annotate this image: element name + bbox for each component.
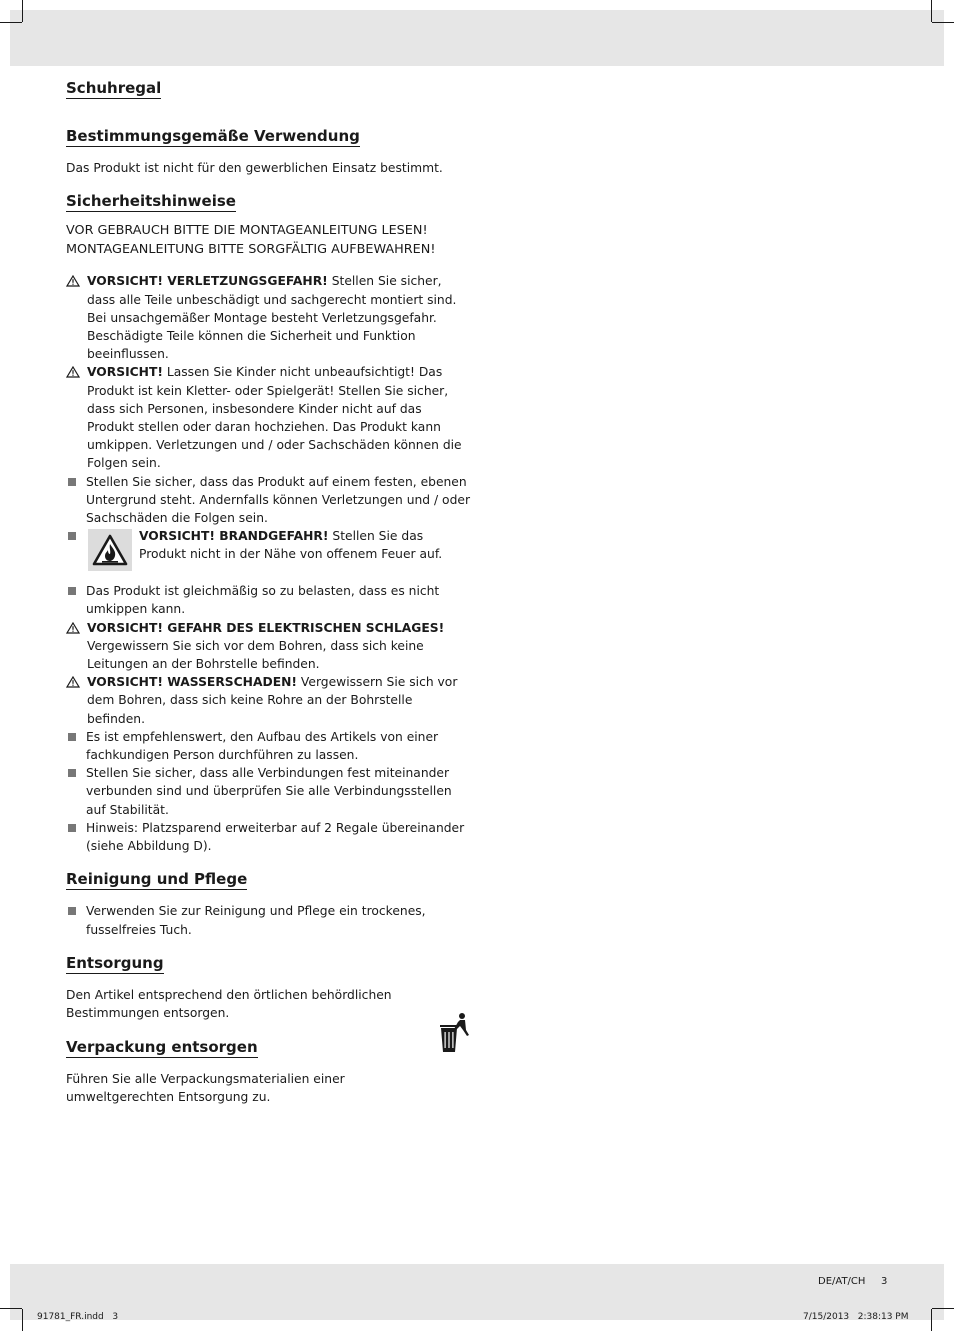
- crop-mark: [0, 1308, 22, 1309]
- item-text: Verwenden Sie zur Reinigung und Pflege ein trockenes, fusselfreies Tuch.: [86, 904, 426, 937]
- square-bullet-icon: [68, 824, 76, 832]
- reinigung-item: [66, 902, 470, 938]
- crop-mark: [22, 0, 23, 22]
- slug-timestamp: 7/15/2013 2:38:13 PM: [803, 1312, 909, 1322]
- item-text: Stellen Sie sicher, dass alle Verbindungen fest miteinander verbunden sind und überprüfen Sie alle Verbindungsstellen auf Stabilität.: [86, 766, 452, 817]
- item-bold: VORSICHT! WASSERSCHADEN!: [87, 675, 298, 690]
- warning-triangle-icon: [66, 622, 80, 634]
- section-heading-bestimmung: Bestimmungsgemäße Verwendung: [66, 127, 360, 145]
- square-bullet-icon: [68, 478, 76, 486]
- fire-hazard-icon-box: [88, 529, 132, 571]
- safety-item: [66, 619, 470, 674]
- entsorgung-text: Den Artikel entsprechend den örtlichen behördlichen Bestimmungen entsorgen.: [66, 987, 392, 1021]
- footer-page-number: 3: [881, 1276, 888, 1287]
- section-heading-verpackung: Verpackung entsorgen: [66, 1037, 258, 1056]
- verpackung-text: Führen Sie alle Verpackungsmaterialien einer umweltgerechten Entsorgung zu.: [66, 1071, 345, 1104]
- safety-item: [66, 673, 470, 728]
- crop-mark: [931, 1309, 932, 1331]
- item-text: Lassen Sie Kinder nicht unbeaufsichtigt! Das Produkt ist kein Kletter- oder Spielgerät! Stellen Sie sicher, dass sich Personen, insbesondere Kinder nicht auf das Produkt stellen oder daran hochziehen. Das Produkt kann umkippen. Verletzungen und / oder Sachschäden können die Folgen sein.: [87, 365, 462, 471]
- safety-item: [66, 764, 470, 819]
- crop-mark: [22, 1309, 23, 1331]
- header-band: [10, 10, 944, 66]
- item-text: Stellen Sie das Produkt nicht in der Nähe von offenem Feuer auf.: [139, 529, 443, 562]
- safety-item: [66, 363, 470, 472]
- item-text: Stellen Sie sicher, dass alle Teile unbeschädigt und sachgerecht montiert sind. Bei unsachgemäßer Montage besteht Verletzungsgefahr. Beschädigte Teile können die Sicherheit und Funktion beeinflussen.: [87, 274, 457, 362]
- section-heading-entsorgung: Entsorgung: [66, 953, 164, 972]
- square-bullet-icon: [68, 733, 76, 741]
- item-text: Stellen Sie sicher, dass das Produkt auf einem festen, ebenen Untergrund steht. Andernfalls können Verletzungen und / oder Sachschäden die Folgen sein.: [86, 474, 470, 526]
- bestimmung-text: Das Produkt ist nicht für den gewerblichen Einsatz bestimmt.: [66, 161, 443, 175]
- crop-mark: [0, 22, 22, 23]
- square-bullet-icon: [68, 532, 76, 540]
- item-text: Vergewissern Sie sich vor dem Bohren, dass sich keine Rohre an der Bohrstelle befinden.: [87, 675, 458, 726]
- main-column: [66, 78, 470, 1106]
- footer-language: DE/AT/CH: [818, 1276, 866, 1287]
- warning-triangle-icon: [66, 366, 80, 378]
- section-heading-reinigung: Reinigung und Pflege: [66, 870, 248, 889]
- trash-disposal-icon: [438, 1012, 472, 1054]
- safety-item: [66, 473, 470, 528]
- warning-triangle-icon: [66, 275, 80, 287]
- item-bold: VORSICHT!: [87, 365, 163, 380]
- safety-item: [66, 527, 470, 573]
- item-bold: VORSICHT! GEFAHR DES ELEKTRISCHEN SCHLAGES!: [87, 620, 445, 635]
- square-bullet-icon: [68, 769, 76, 777]
- item-text: Vergewissern Sie sich vor dem Bohren, dass sich keine Leitungen an der Bohrstelle befinden.: [87, 638, 424, 672]
- square-bullet-icon: [68, 587, 76, 595]
- crop-mark: [932, 1308, 954, 1309]
- page-title: Schuhregal: [66, 79, 162, 97]
- crop-mark: [932, 22, 954, 23]
- square-bullet-icon: [68, 907, 76, 915]
- safety-item: [66, 819, 470, 855]
- safety-item: [66, 272, 470, 363]
- warning-triangle-icon: [66, 676, 80, 688]
- caps-line-2: MONTAGEANLEITUNG BITTE SORGFÄLTIG AUFBEWAHREN!: [66, 242, 436, 258]
- safety-item: [66, 582, 470, 618]
- item-text: Hinweis: Platzsparend erweiterbar auf 2 Regale übereinander (siehe Abbildung D).: [86, 820, 465, 854]
- item-bold: VORSICHT! BRANDGEFAHR!: [139, 529, 329, 544]
- safety-item: [66, 728, 470, 764]
- item-text: Es ist empfehlenswert, den Aufbau des Artikels von einer fachkundigen Person durchführen zu lassen.: [86, 729, 439, 763]
- section-heading-sicherheit: Sicherheitshinweise: [66, 192, 236, 211]
- item-bold: VORSICHT! VERLETZUNGSGEFAHR!: [87, 274, 328, 289]
- slug-filename: 91781_FR.indd 3: [37, 1312, 119, 1322]
- caps-line-1: VOR GEBRAUCH BITTE DIE MONTAGEANLEITUNG LESEN!: [66, 223, 428, 239]
- item-text: Das Produkt ist gleichmäßig so zu belasten, dass es nicht umkippen kann.: [86, 584, 440, 617]
- crop-mark: [931, 0, 932, 22]
- fire-hazard-icon: [88, 529, 132, 571]
